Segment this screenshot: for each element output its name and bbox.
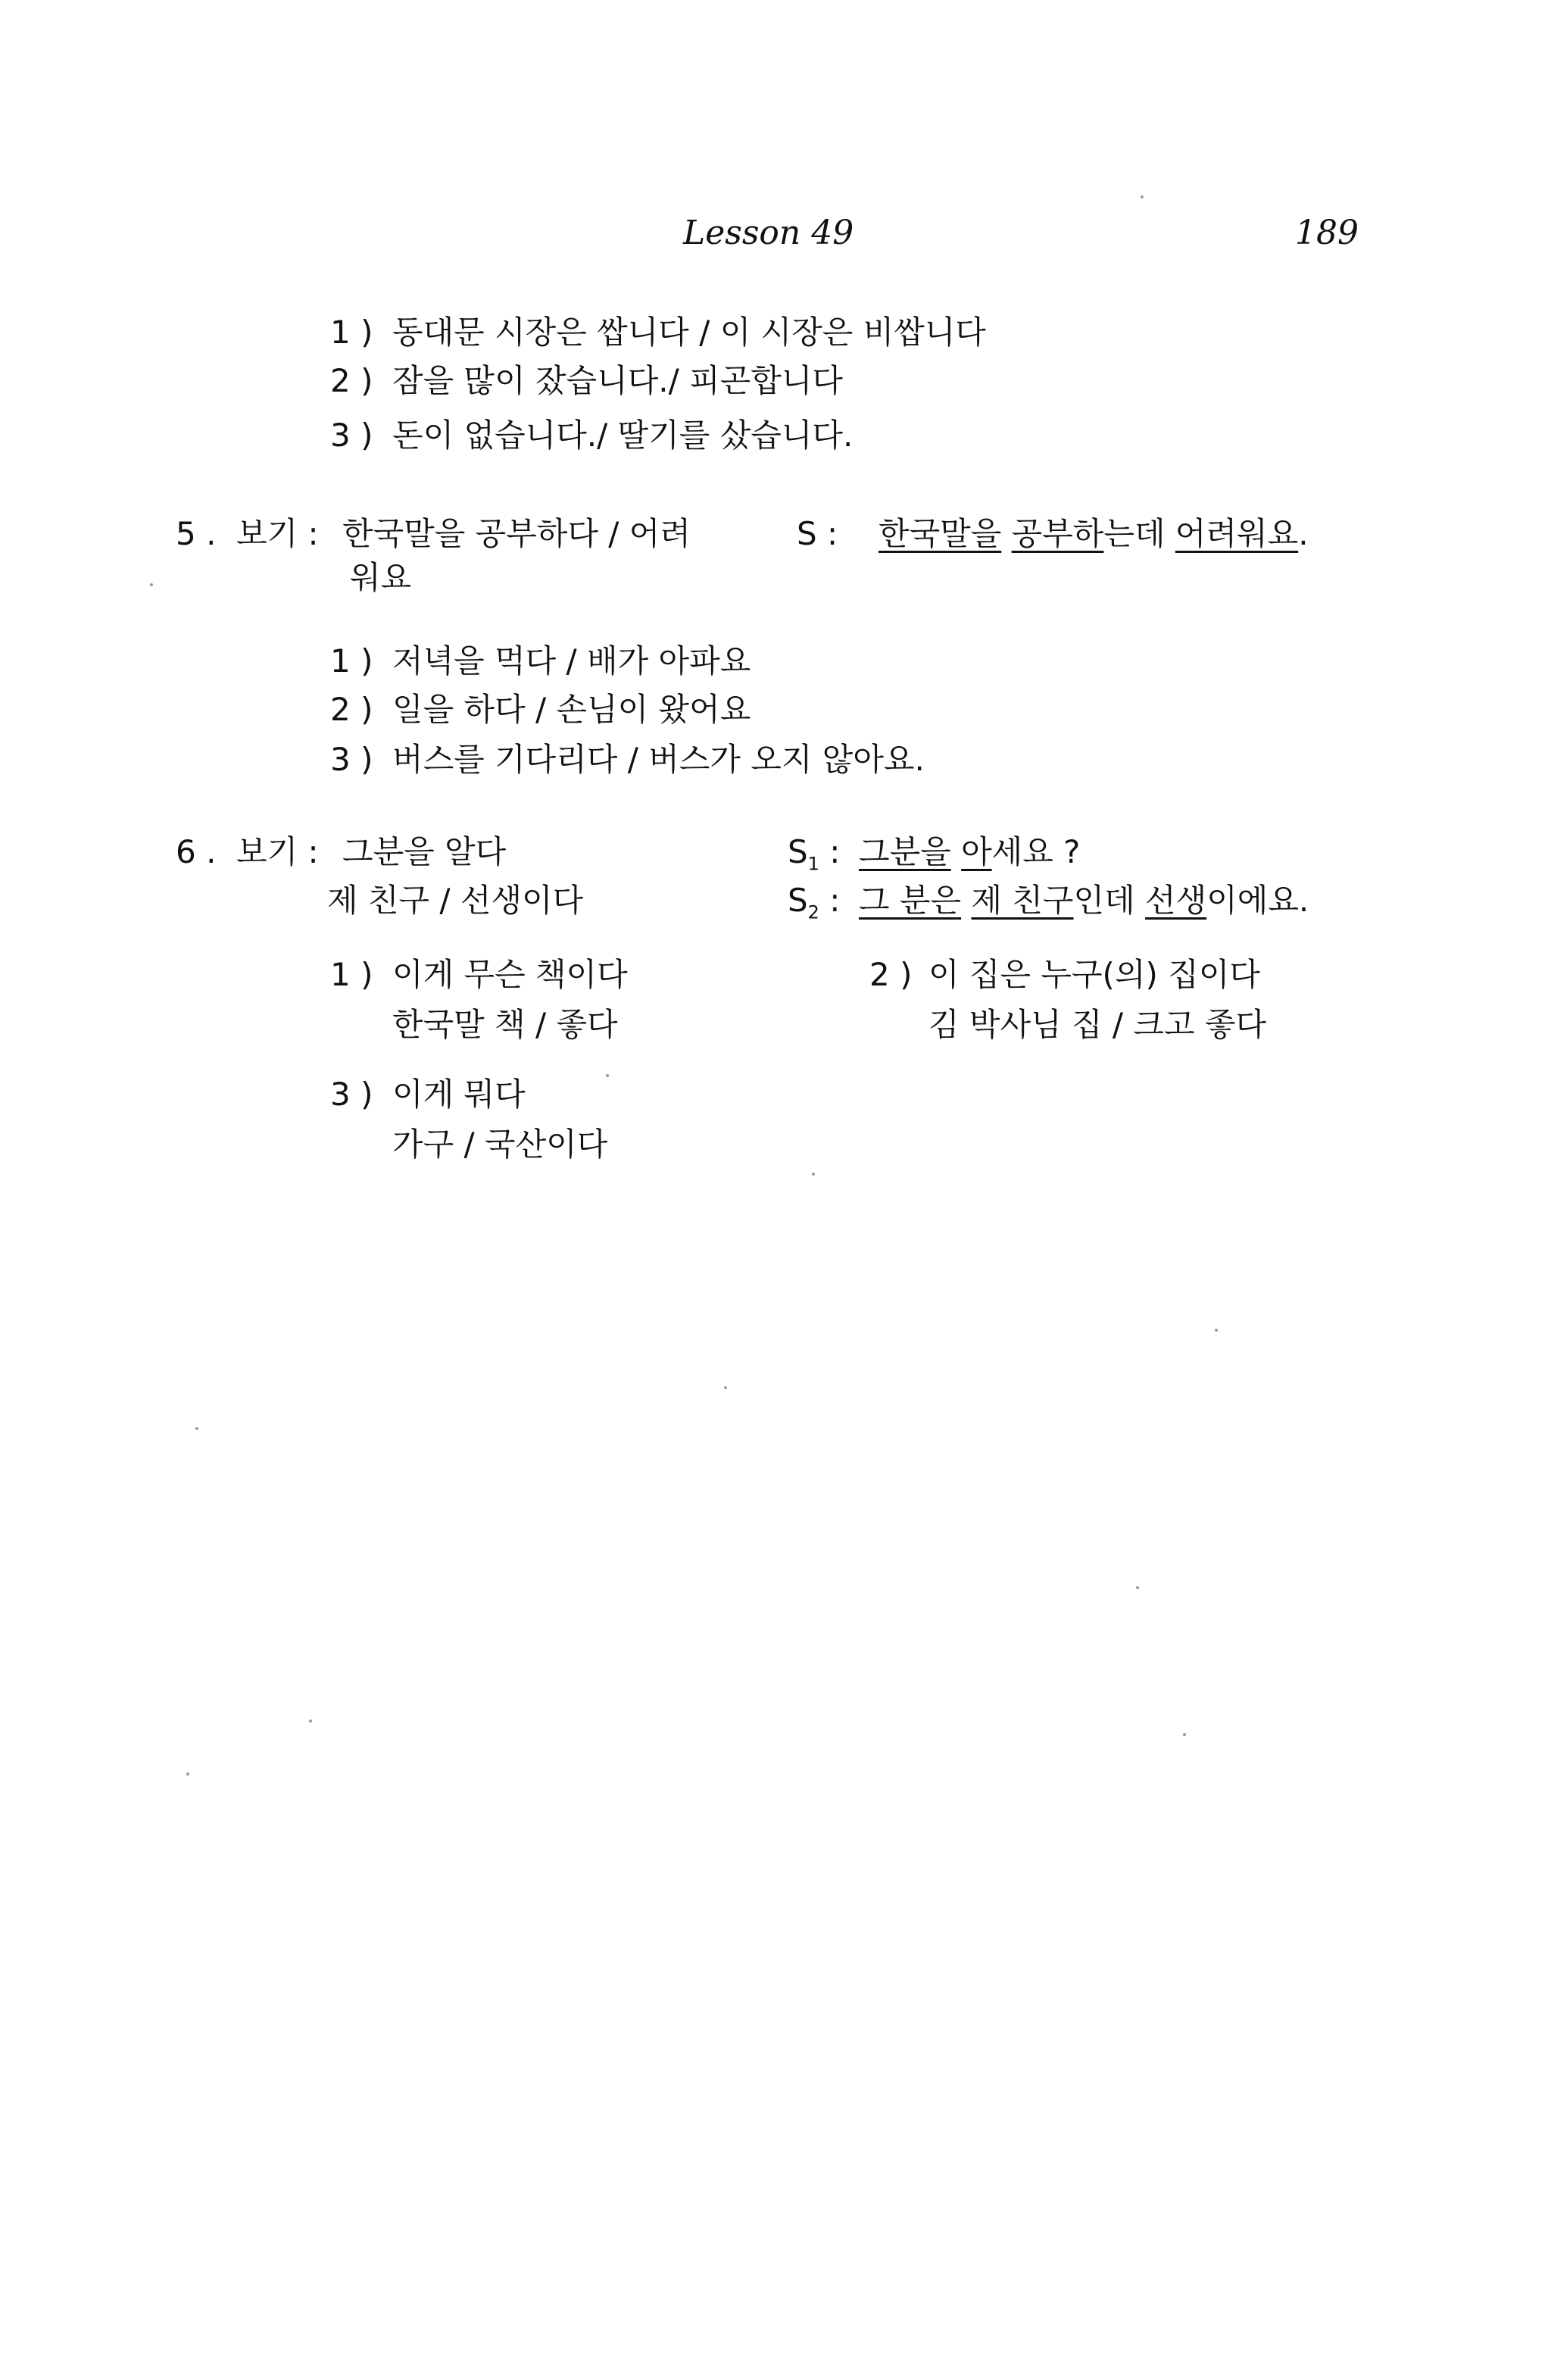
item-text: 잠을 많이 잤습니다./ 피곤합니다 [392,362,843,399]
bogi-prompt-line1: 한국말을 공부하다 / 어려 [342,515,691,552]
bogi-prompt-line2: 워요 [350,559,412,596]
scan-speck [150,583,153,586]
item-line1: 이 집은 누구(의) 집이다 [928,956,1260,993]
s-letter: S [788,833,808,870]
answer-space [1166,515,1175,552]
answer-space [951,833,961,870]
item-text: 버스를 기다리다 / 버스가 오지 않아요. [392,741,925,778]
item-number: 3 ) [330,1076,373,1113]
item-number: 1 ) [330,314,373,351]
s-letter: S [788,882,808,919]
item-number: 1 ) [330,956,373,993]
item-text: 저녁을 먹다 / 배가 아파요 [392,642,751,679]
scan-speck [606,1074,609,1077]
bogi-label: 보기 : [236,833,319,870]
s-colon: : [819,833,841,870]
item-text: 일을 하다 / 손님이 왔어요 [392,691,751,728]
item-line1: 이게 무슨 책이다 [392,956,628,993]
bogi-label: 보기 : [236,515,319,552]
s-subscript: 1 [807,853,819,875]
s-subscript: 2 [807,901,819,923]
scan-speck [1136,1586,1139,1589]
item-number: 2 ) [869,956,913,993]
item-text: 돈이 없습니다./ 딸기를 샀습니다. [392,417,854,454]
student2-label [788,882,841,923]
item-number: 3 ) [330,417,373,454]
bogi-prompt-line2: 제 친구 / 선생이다 [327,882,584,919]
underlined-phrase: 선생 [1145,882,1207,919]
exercise-number: 5 . [176,515,217,552]
answer-space [1135,882,1145,919]
student1-label [788,833,841,875]
answer-ending: 이에요. [1206,882,1309,919]
scan-speck [309,1719,312,1723]
s-colon: : [819,882,841,919]
item-number: 2 ) [330,691,373,728]
item-number: 1 ) [330,642,373,679]
underlined-phrase: 한국말을 [878,515,1002,552]
bogi-prompt-line1: 그분을 알다 [342,833,507,870]
lesson-title: Lesson 49 [683,214,854,252]
model-answer-2 [859,882,1309,919]
scan-speck [1183,1733,1186,1736]
student-label: S : [797,515,838,552]
answer-space [1001,515,1011,552]
answer-ending: 는데 [1103,515,1166,552]
scan-speck [1215,1329,1218,1332]
item-line2: 한국말 책 / 좋다 [392,1006,618,1043]
model-answer [878,515,1309,552]
underlined-phrase: 어려워요 [1175,515,1299,552]
underlined-phrase: 그분을 [859,833,951,870]
underlined-phrase: 아 [961,833,992,870]
underlined-phrase: 제 친구 [971,882,1074,919]
item-number: 3 ) [330,741,373,778]
underlined-phrase: 그 분은 [859,882,962,919]
answer-period: . [1298,515,1309,552]
item-line2: 가구 / 국산이다 [392,1126,608,1163]
scan-speck [724,1386,727,1389]
answer-space [961,882,971,919]
scan-speck [186,1773,189,1776]
item-line1: 이게 뭐다 [392,1076,526,1113]
scan-speck [195,1427,198,1430]
item-text: 동대문 시장은 쌉니다 / 이 시장은 비쌉니다 [392,314,986,351]
answer-ending: 세요 ? [991,833,1081,870]
page-number: 189 [1295,214,1359,252]
exercise-number: 6 . [176,833,217,870]
answer-connector: 인데 [1073,882,1135,919]
scan-speck [1141,195,1144,198]
item-number: 2 ) [330,362,373,399]
item-line2: 김 박사님 집 / 크고 좋다 [928,1006,1267,1043]
underlined-phrase: 공부하 [1011,515,1104,552]
model-answer-1 [859,833,1081,870]
scan-speck [812,1173,815,1176]
